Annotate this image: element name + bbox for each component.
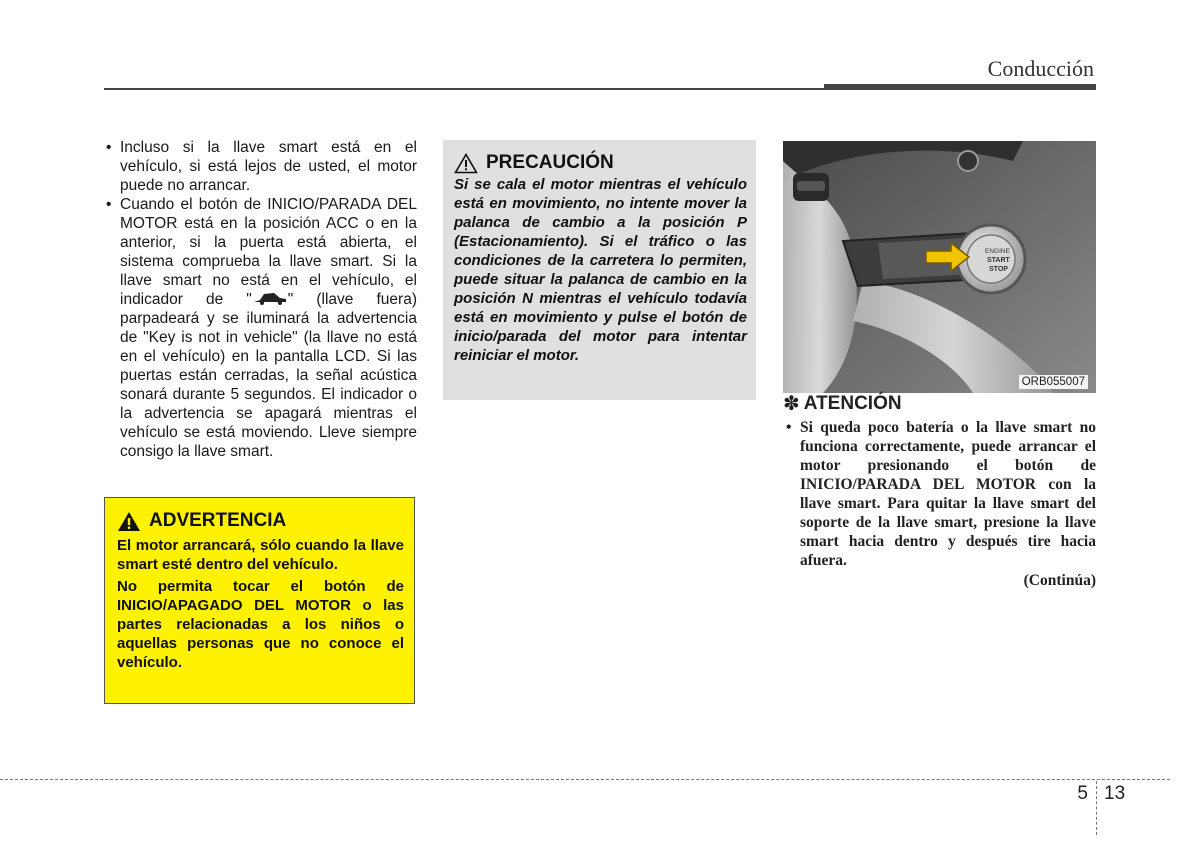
left-column [104, 138, 417, 461]
button-label-start: START [987, 257, 1010, 264]
warning-title: ADVERTENCIA [149, 510, 287, 531]
header-rule-thick [824, 84, 1096, 90]
note-item-text: Si queda poco batería o la llave smart no funciona correctamente, puede arrancar el motor presionando el botón de INICIO/PARADA DEL MOTOR con la llave smart. Para quitar la llave smart del soporte de la llave smart, presione la llave smart hacia dentro y después tire hacia afuera. [800, 419, 1096, 569]
figure-label: ORB055007 [1019, 375, 1088, 389]
footer-rule [0, 779, 1170, 780]
caution-triangle-icon [454, 153, 478, 174]
bullet-item [104, 195, 417, 461]
page-header-title: Conducción [987, 56, 1094, 81]
key-out-indicator-icon [252, 291, 288, 305]
header-rule-thin [104, 88, 824, 90]
bullet-text-before: Cuando el botón de INICIO/PARADA DEL MOTOR está en la posición ACC o en la anterior, si la puerta está abierta, el sistema comprueba la llave smart. Si la llave smart no está en el vehículo, el indicador de " [120, 196, 417, 308]
note-item [783, 418, 1096, 570]
warning-paragraph: No permita tocar el botón de INICIO/APAGADO DEL MOTOR o las partes relacionadas a los niños o aquellas personas que no conoce el vehículo. [117, 578, 404, 671]
warning-box [104, 497, 415, 704]
note-body [783, 418, 1096, 590]
button-label-stop: STOP [989, 266, 1008, 273]
caution-title: PRECAUCIÓN [486, 152, 614, 173]
asterisk-icon: ✽ [783, 393, 800, 415]
note-title: ATENCIÓN [803, 392, 902, 414]
footer-divider [1096, 781, 1097, 835]
warning-paragraph: El motor arrancará, sólo cuando la llave smart esté dentro del vehículo. [117, 537, 404, 573]
bullet-list [104, 138, 417, 461]
caution-text: Si se cala el motor mientras el vehículo está en movimiento, no intente mover la palanca de cambio a la posición P (Estacionamiento). Si el tráfico o las condiciones de la carretera lo permiten, puede situar la palanca de cambio en la posición N mientras el vehículo todavía está en movimiento y pulse el botón de inicio/parada del motor para intentar reiniciar el motor. [454, 176, 747, 364]
warning-triangle-icon [117, 511, 141, 532]
figure-illustration [783, 141, 1096, 393]
chapter-number: 5 [1077, 783, 1088, 804]
note-header [783, 391, 902, 416]
bullet-text: Incluso si la llave smart está en el vehículo, si está lejos de usted, el motor puede no arrancar. [120, 139, 417, 194]
continued-label: (Continúa) [1023, 572, 1096, 589]
page-number: 13 [1104, 783, 1126, 804]
note-bullet: • [786, 419, 792, 436]
figure-engine-start-button [783, 141, 1096, 393]
caution-header [454, 152, 747, 174]
warning-header [117, 510, 404, 532]
bullet-item [104, 138, 417, 195]
caution-box [443, 140, 756, 400]
button-label-engine: ENGINE [985, 248, 1010, 255]
bullet-text-after: " (llave fuera) parpadeará y se iluminará la advertencia de "Key is not in vehicle" (la llave no está en el vehículo) en la pantalla LCD. Si las puertas están cerradas, la señal acústica sonará durante 5 segundos. El indicador o la advertencia se apagará mientras el vehículo se está moviendo. Lleve siempre consigo la llave smart. [120, 291, 417, 460]
